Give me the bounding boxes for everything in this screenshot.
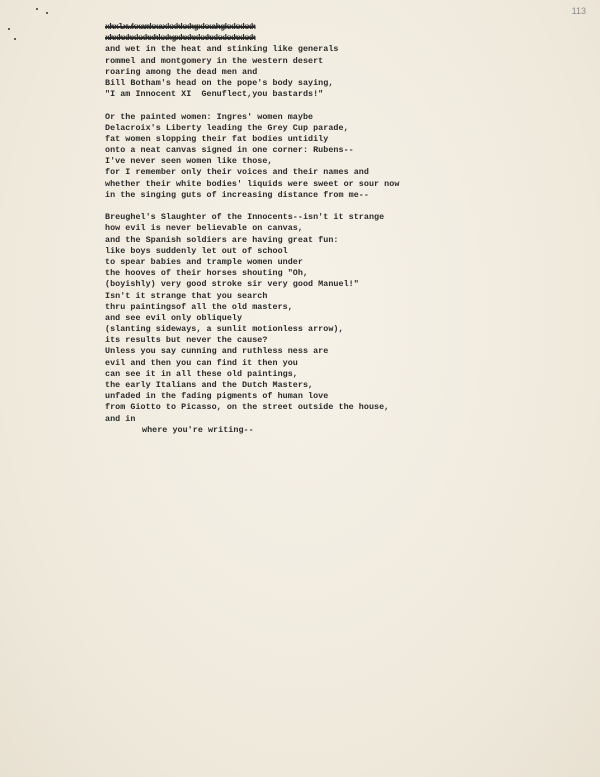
poem-line: whether their white bodies' liquids were sweet or sour now [105, 178, 400, 189]
poem-line: I've never seen women like those, [105, 156, 273, 167]
poem-line: unfaded in the fading pigments of human love [105, 391, 329, 402]
poem-line: Delacroix's Liberty leading the Grey Cup parade, [105, 122, 349, 133]
poem-line: and wet in the heat and stinking like generals [105, 44, 339, 55]
poem-line: "I am Innocent XI Genuflect,you bastards!" [105, 89, 324, 100]
poem-line: roaring among the dead men and [105, 66, 258, 77]
poem-line: like boys suddenly let out of school [105, 245, 288, 256]
poem-line: how evil is never believable on canvas, [105, 223, 303, 234]
poem-line: fat women slopping their fat bodies untidily [105, 133, 329, 144]
struck-line-2: xhxhxhxkxhxhkxhgxhxhxkxhxkxkxhxkxh [105, 33, 256, 44]
poem-text [105, 22, 585, 436]
poem-line: (slanting sideways, a sunlit motionless arrow), [105, 324, 344, 335]
poem-line: onto a neat canvas signed in one corner: Rubens-- [105, 145, 354, 156]
poem-line: Breughel's Slaughter of the Innocents--isn't it strange [105, 212, 385, 223]
poem-line: evil and then you can find it then you [105, 357, 298, 368]
poem-line: from Giotto to Picasso, on the street outside the house, [105, 402, 390, 413]
ink-specks [6, 6, 56, 46]
poem-line: thru paintingsof all the old masters, [105, 301, 293, 312]
poem-line: can see it in all these old paintings, [105, 368, 298, 379]
poem-line: and in [105, 413, 136, 424]
stanzas-container [105, 44, 585, 424]
poem-line: rommel and montgomery in the western desert [105, 55, 324, 66]
stanza-gap [105, 201, 585, 212]
poem-line: the hooves of their horses shouting "Oh, [105, 268, 309, 279]
poem-line: Isn't it strange that you search [105, 290, 268, 301]
poem-line: Or the painted women: Ingres' women maybe [105, 111, 314, 122]
poem-line: the early Italians and the Dutch Masters, [105, 380, 314, 390]
poem-line: and the Spanish soldiers are having great fun: [105, 234, 339, 245]
page-number: 113 [571, 6, 586, 16]
poem-line: for I remember only their voices and their names and [105, 167, 369, 178]
poem-line: Bill Botham's head on the pope's body saying, [105, 77, 334, 88]
poem-line: (boyishly) very good stroke sir very good Manuel!" [105, 279, 359, 290]
stanza-gap [105, 100, 585, 111]
struck-line-1: xhxlxwkxamkxaxkxhkxhgxkxahgkxkxkxh [105, 22, 256, 32]
poem-line: and see evil only obliquely [105, 312, 243, 323]
final-line: where you're writing-- [142, 424, 254, 435]
poem-line: Unless you say cunning and ruthless ness are [105, 346, 329, 357]
poem-line: its results but never the cause? [105, 335, 268, 346]
poem-line: to spear babies and trample women under [105, 256, 303, 267]
poem-line: in the singing guts of increasing distance from me-- [105, 189, 369, 200]
